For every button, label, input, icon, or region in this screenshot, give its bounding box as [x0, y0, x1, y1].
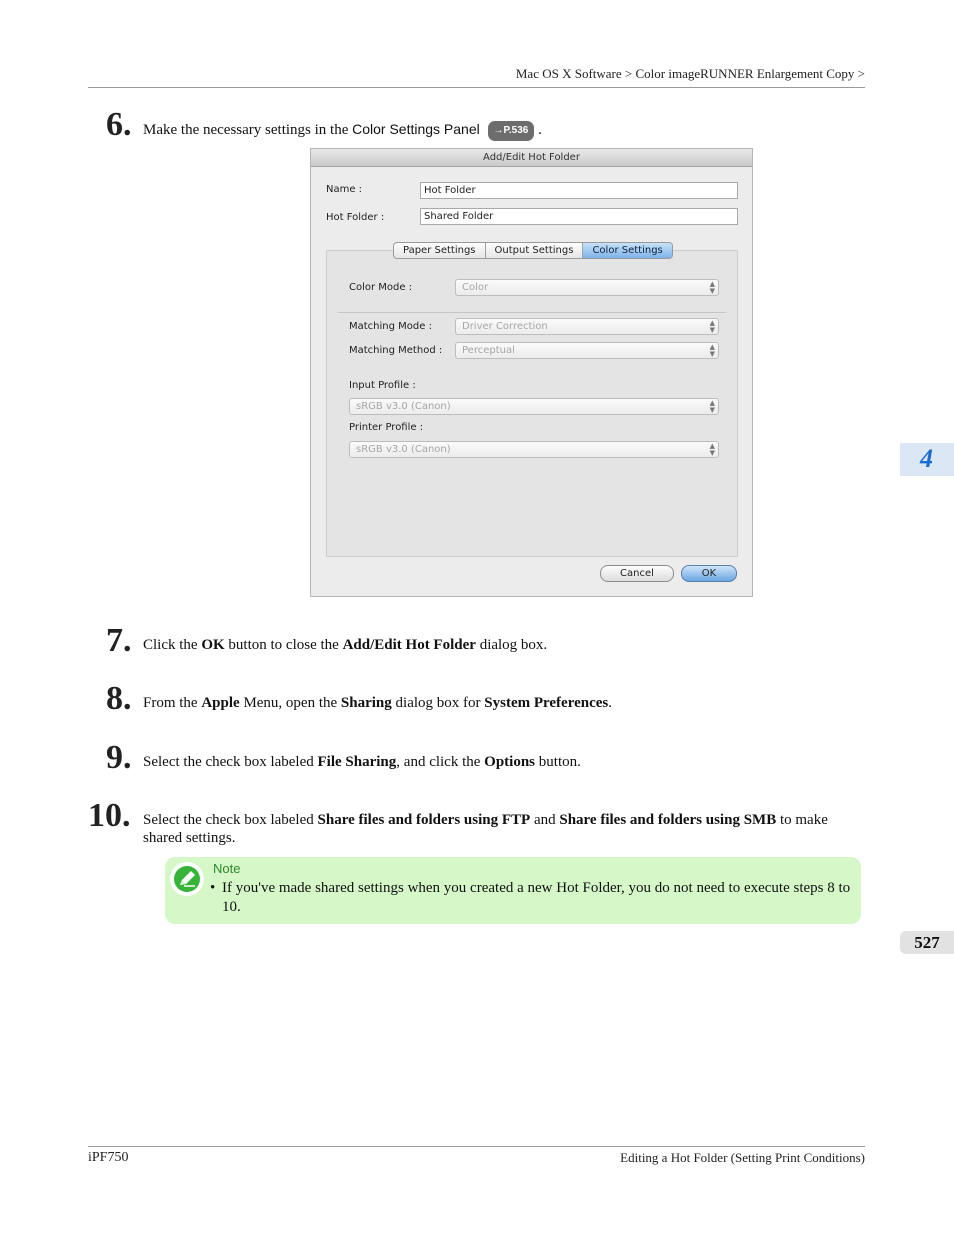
step-text-part: shared settings.	[143, 830, 236, 846]
ok-button[interactable]: OK	[681, 565, 737, 582]
matching-mode-label: Matching Mode :	[349, 321, 432, 332]
stepper-arrows-icon: ▲ ▼	[709, 280, 715, 295]
page-number: 527	[914, 933, 940, 952]
input-profile-label: Input Profile :	[349, 380, 416, 391]
bold-term: Options	[484, 754, 536, 770]
tab-output-settings[interactable]: Output Settings	[486, 243, 584, 258]
select-value: Perceptual	[462, 345, 515, 356]
step-number: 9.	[106, 739, 132, 776]
section-divider	[338, 312, 726, 313]
select-value: sRGB v3.0 (Canon)	[356, 401, 451, 412]
bold-term: Share files and folders using FTP	[317, 812, 531, 828]
footer-model: iPF750	[88, 1150, 129, 1165]
step-text-part: button to close the	[224, 637, 343, 653]
matching-method-label: Matching Method :	[349, 345, 443, 356]
step-text	[143, 636, 547, 654]
step-text-part: , and click the	[396, 754, 485, 770]
step-number: 8.	[106, 680, 132, 717]
note-text: If you've made shared settings when you created a new Hot Folder, you do not need to execute steps 8 to 10.	[222, 880, 851, 915]
header-breadcrumb: Mac OS X Software > Color imageRUNNER Enlargement Copy >	[515, 66, 865, 81]
settings-tabs	[393, 242, 673, 259]
bold-term: System Preferences	[484, 695, 609, 711]
add-edit-hot-folder-dialog	[310, 148, 753, 597]
bullet-icon: •	[210, 880, 216, 896]
note-icon-circle	[174, 866, 200, 892]
color-mode-select[interactable]	[455, 279, 719, 296]
page-header	[88, 66, 865, 88]
pencil-note-icon	[170, 862, 204, 896]
step-text-part: to make	[776, 812, 828, 828]
select-value: Driver Correction	[462, 321, 548, 332]
bold-term: OK	[201, 637, 225, 653]
printer-profile-select[interactable]	[349, 441, 719, 458]
step-text-part: Select the check box labeled	[143, 754, 318, 770]
page-reference-link[interactable]: →P.536	[488, 121, 535, 141]
color-mode-label: Color Mode :	[349, 282, 413, 293]
stepper-arrows-icon: ▲ ▼	[709, 343, 715, 358]
ui-term: Color Settings Panel	[352, 121, 480, 137]
step-text-part: dialog box.	[475, 637, 548, 653]
bold-term: Sharing	[340, 695, 392, 711]
step-number: 7.	[106, 622, 132, 659]
step-text-part: Select the check box labeled	[143, 812, 318, 828]
step-text-part: From the	[143, 695, 202, 711]
step-text-part: Menu, open the	[239, 695, 341, 711]
bold-term: File Sharing	[317, 754, 397, 770]
hot-folder-field[interactable]: Shared Folder	[420, 208, 738, 225]
footer-section-title: Editing a Hot Folder (Setting Print Conditions)	[620, 1150, 865, 1165]
matching-method-select[interactable]	[455, 342, 719, 359]
select-value: Color	[462, 282, 489, 293]
step-text-part: .	[534, 122, 542, 138]
tab-paper-settings[interactable]: Paper Settings	[394, 243, 486, 258]
printer-profile-label: Printer Profile :	[349, 422, 424, 433]
step-number: 6.	[106, 106, 132, 143]
stepper-arrows-icon: ▲ ▼	[709, 399, 715, 414]
step-number: 10.	[88, 797, 131, 834]
step-text-part: Click the	[143, 637, 202, 653]
input-profile-select[interactable]	[349, 398, 719, 415]
select-value: sRGB v3.0 (Canon)	[356, 444, 451, 455]
note-body	[210, 879, 855, 917]
name-field[interactable]: Hot Folder	[420, 182, 738, 199]
stepper-arrows-icon: ▲ ▼	[709, 319, 715, 334]
page-footer	[88, 1146, 865, 1165]
tab-color-settings[interactable]: Color Settings	[583, 243, 671, 258]
cancel-button[interactable]: Cancel	[600, 565, 674, 582]
step-text-part: Make the necessary settings in the	[143, 122, 353, 138]
dialog-title: Add/Edit Hot Folder	[311, 149, 752, 167]
name-label: Name :	[326, 184, 363, 195]
bold-term: Add/Edit Hot Folder	[342, 637, 476, 653]
matching-mode-select[interactable]	[455, 318, 719, 335]
step-text-part: and	[530, 812, 560, 828]
bold-term: Share files and folders using SMB	[559, 812, 777, 828]
bold-term: Apple	[201, 695, 240, 711]
chapter-number: 4	[920, 444, 933, 473]
pencil-icon	[174, 866, 200, 892]
step-text	[143, 811, 863, 847]
step-text-part: dialog box for	[391, 695, 485, 711]
step-text	[143, 120, 542, 141]
note-box	[165, 857, 861, 924]
hot-folder-label: Hot Folder :	[326, 212, 385, 223]
step-text	[143, 694, 612, 712]
stepper-arrows-icon: ▲ ▼	[709, 442, 715, 457]
note-title: Note	[213, 861, 241, 876]
step-text-part: .	[608, 695, 612, 711]
step-text-part: button.	[535, 754, 581, 770]
step-text	[143, 753, 581, 771]
